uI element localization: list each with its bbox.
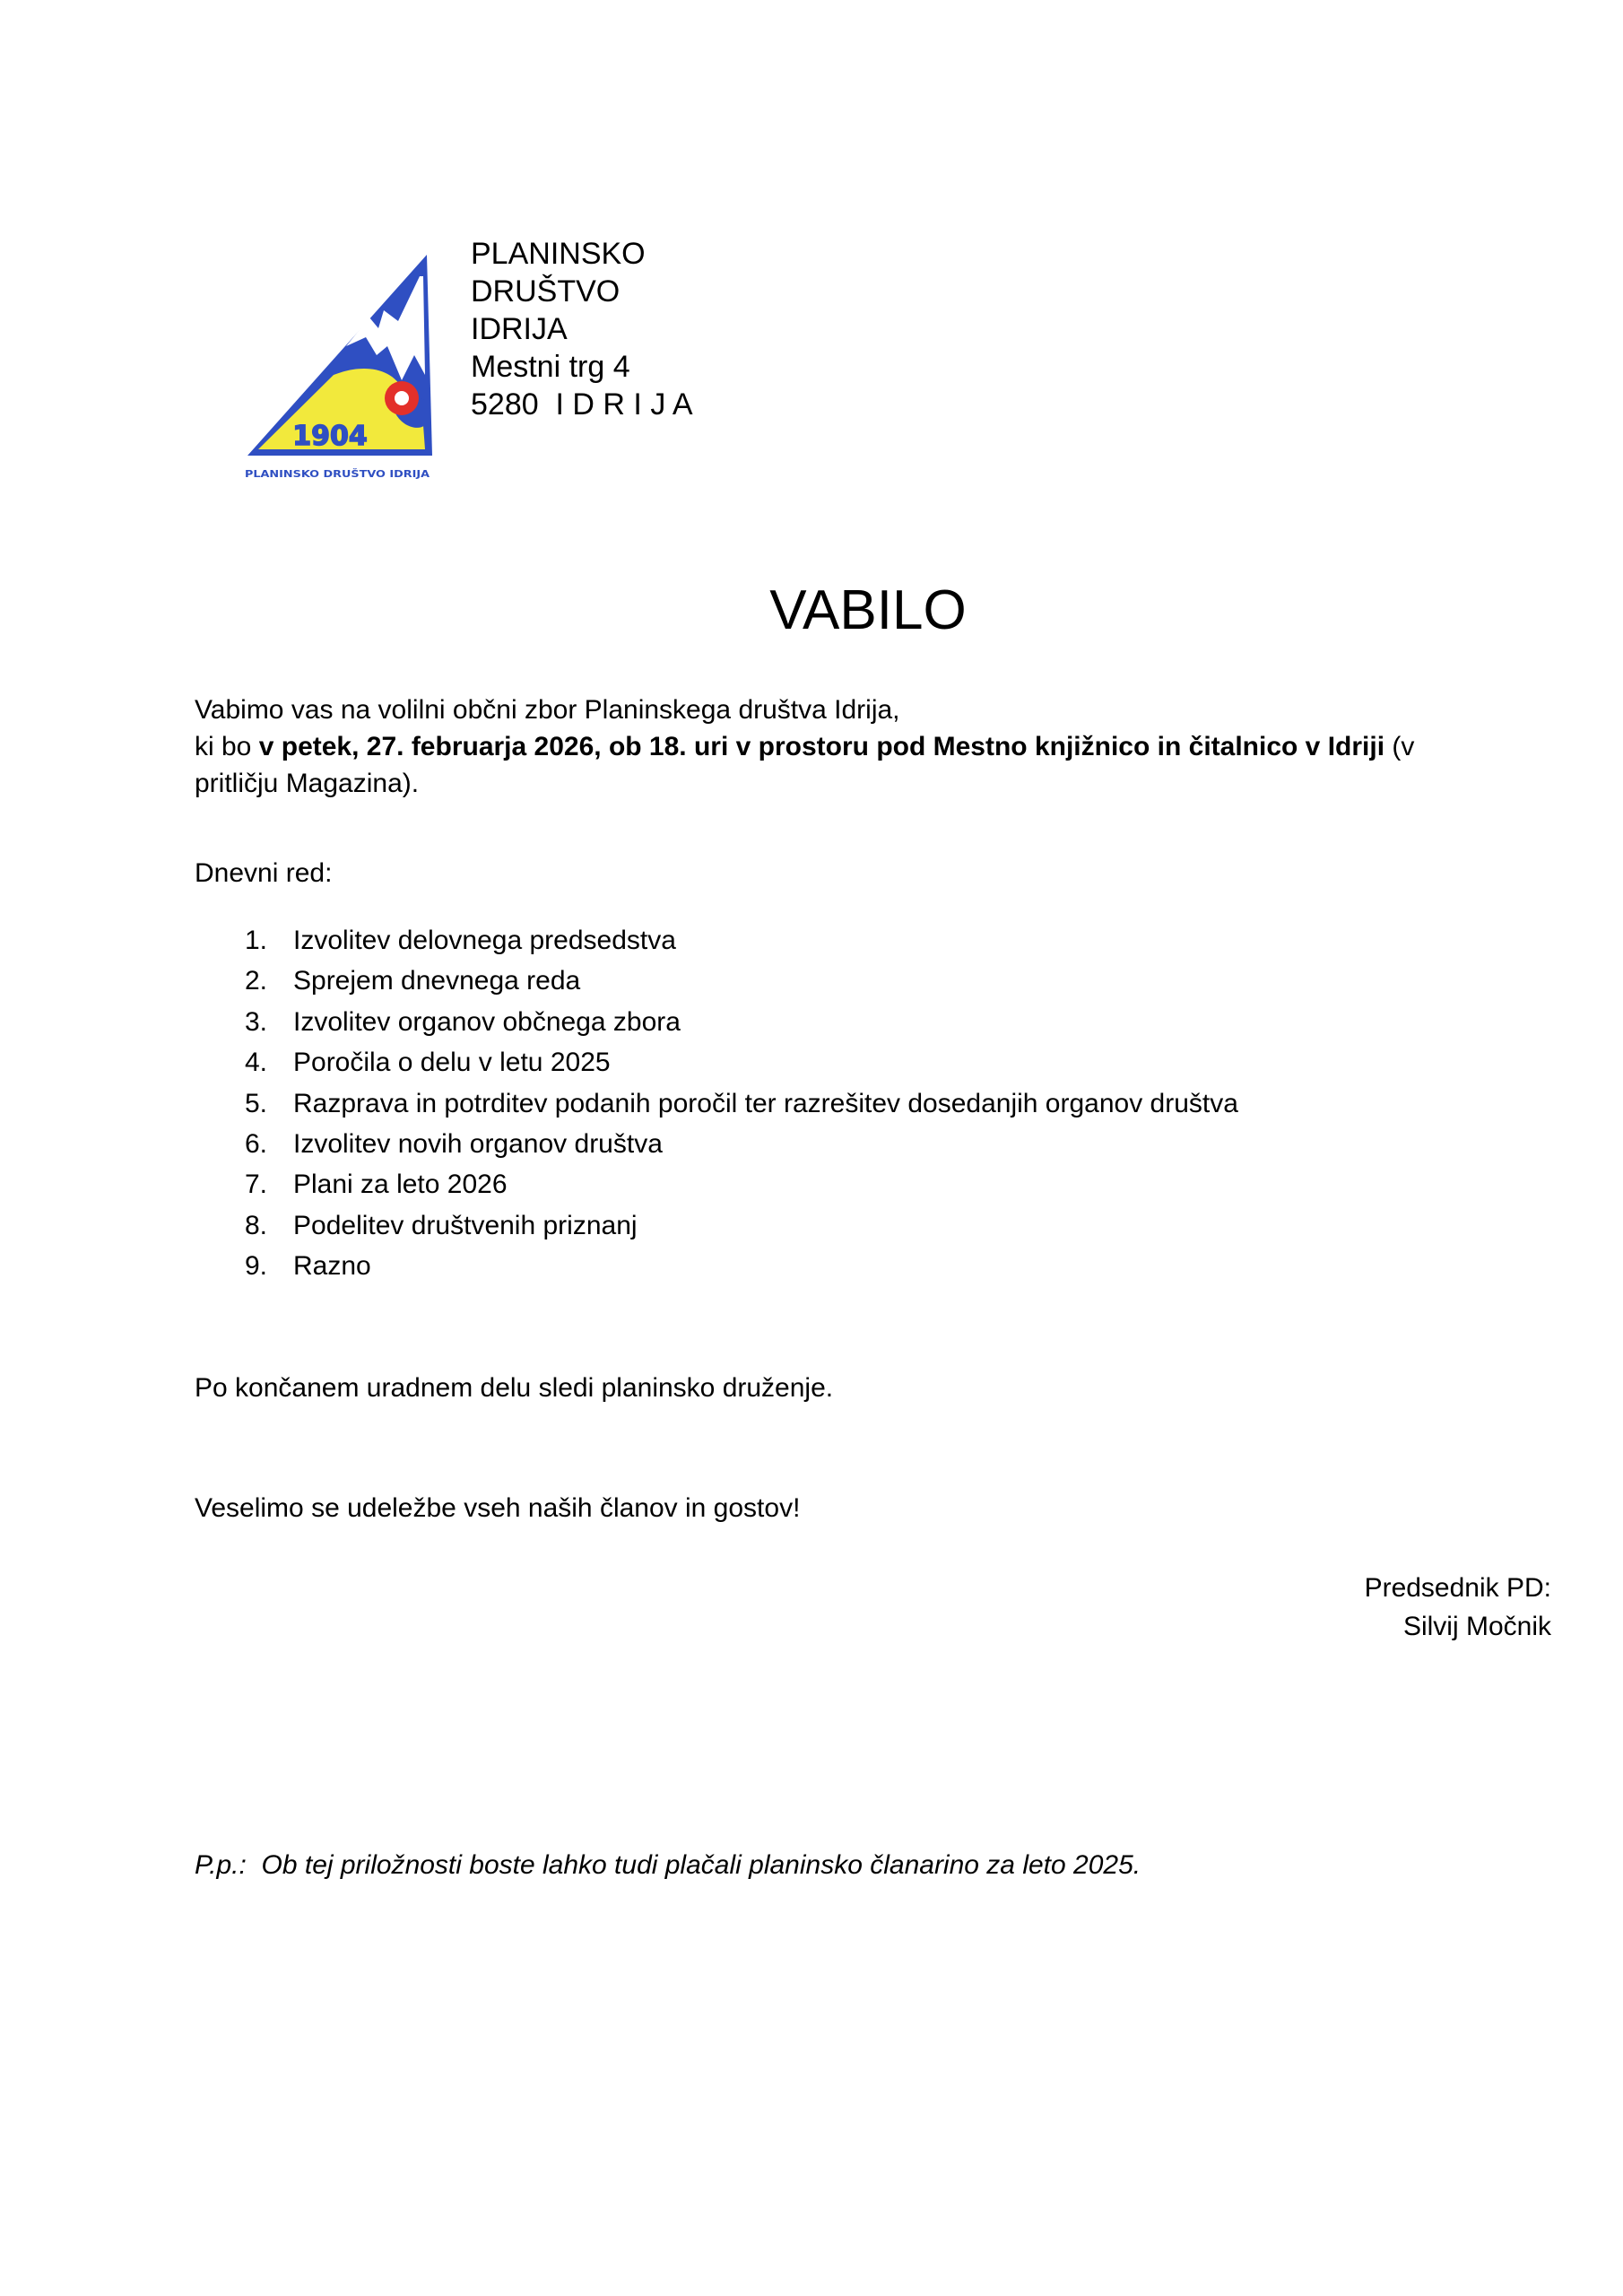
signature-block <box>1365 1569 1551 1646</box>
event-details: v petek, 27. februarja 2026, ob 18. uri v prostoru pod Mestno knjižnico in čitalnico v Idriji <box>258 732 1385 761</box>
agenda-item-text: Podelitev društvenih priznanj <box>293 1210 638 1240</box>
closing-note: Po končanem uradnem delu sledi planinsko druženje. <box>195 1373 834 1403</box>
address-line: PLANINSKO <box>471 237 646 271</box>
agenda-item <box>195 1205 1238 1246</box>
agenda-item-number: 2. <box>245 966 268 996</box>
address-line: Mestni trg 4 <box>471 350 630 384</box>
intro-line-1: Vabimo vas na volilni občni zbor Planinskega društva Idrija, <box>195 695 900 725</box>
agenda-item <box>195 1164 1238 1205</box>
agenda-item-number: 4. <box>245 1048 268 1078</box>
mountain-logo-icon <box>235 240 443 491</box>
agenda-item-text: Plani za leto 2026 <box>293 1170 508 1200</box>
agenda-item-text: Razprava in potrditev podanih poročil ter razrešitev dosedanjih organov društva <box>293 1088 1238 1118</box>
closing-welcome: Veselimo se udeležbe vseh naših članov in gostov! <box>195 1493 801 1523</box>
agenda-item-text: Izvolitev novih organov društva <box>293 1129 663 1160</box>
agenda-item-number: 9. <box>245 1251 268 1282</box>
club-address <box>471 235 693 423</box>
agenda-item <box>195 1246 1238 1286</box>
agenda-item <box>195 920 1238 961</box>
agenda-list <box>195 920 1238 1287</box>
intro-paragraph <box>195 691 1414 802</box>
address-line: IDRIJA <box>471 312 568 346</box>
intro-line-3: pritličju Magazina). <box>195 769 420 798</box>
signature-role: Predsednik PD: <box>1364 1573 1551 1603</box>
signature-name: Silvij Močnik <box>1402 1612 1551 1641</box>
agenda-item-number: 8. <box>245 1210 268 1240</box>
agenda-item-text: Razno <box>293 1251 371 1282</box>
agenda-item <box>195 1042 1238 1083</box>
agenda-item-text: Sprejem dnevnega reda <box>293 966 581 996</box>
intro-prefix: ki bo <box>195 732 259 761</box>
intro-suffix: (v <box>1384 732 1415 761</box>
logo-year: 1904 <box>292 421 368 452</box>
agenda-heading: Dnevni red: <box>195 858 333 888</box>
agenda-item <box>195 961 1238 1001</box>
agenda-item <box>195 1124 1238 1164</box>
agenda-item-text: Poročila o delu v letu 2025 <box>293 1048 611 1078</box>
address-line: DRUŠTVO <box>471 274 621 309</box>
agenda-item <box>195 1002 1238 1042</box>
agenda-item-number: 6. <box>245 1129 268 1160</box>
agenda-item-text: Izvolitev delovnega predsedstva <box>293 926 676 955</box>
agenda-item-text: Izvolitev organov občnega zbora <box>293 1006 681 1037</box>
agenda-item-number: 1. <box>245 926 268 955</box>
document-title: VABILO <box>769 579 967 641</box>
intro-line-2 <box>195 728 1414 765</box>
logo-caption: PLANINSKO DRUŠTVO IDRIJA <box>245 469 397 480</box>
agenda-item-number: 3. <box>245 1006 268 1037</box>
club-logo <box>235 240 443 491</box>
agenda-item-number: 5. <box>245 1088 268 1118</box>
postscript: P.p.: Ob tej priložnosti boste lahko tudi plačali planinsko članarino za leto 2025. <box>195 1850 1141 1880</box>
address-line: 5280 I D R I J A <box>471 387 693 422</box>
agenda-item <box>195 1083 1238 1124</box>
agenda-item-number: 7. <box>245 1170 268 1200</box>
